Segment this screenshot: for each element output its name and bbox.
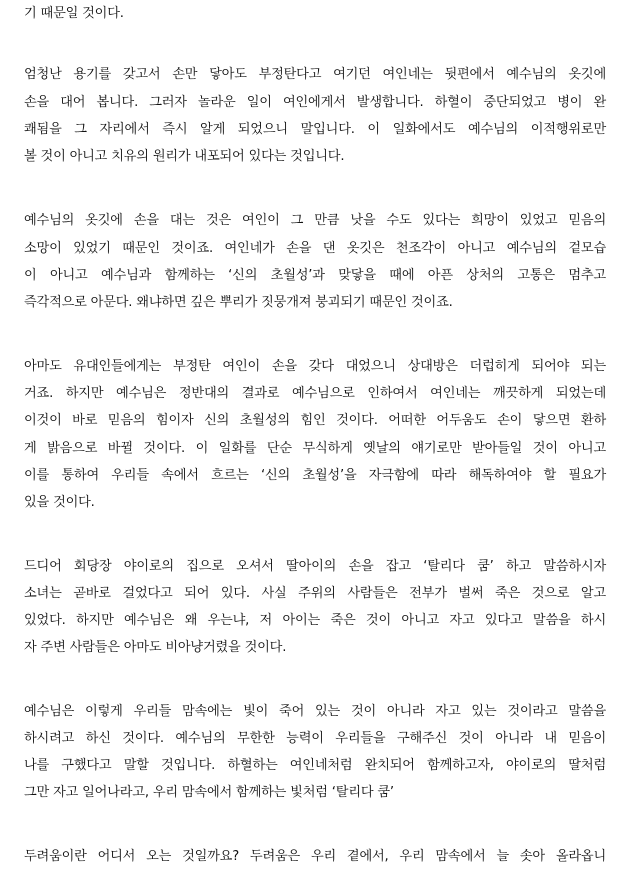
text-line: 두려움이란 어디서 오는 것일까요? 두려움은 우리 곁에서, 우리 맘속에서 늘 솟아 올라옵니 — [24, 849, 606, 864]
text-line: 거죠. 하지만 예수님은 정반대의 결과로 예수님으로 인하여서 여인네는 깨끗하게 되었는데 — [24, 386, 606, 401]
text-line: 있었다. 하지만 예수님은 왜 우는냐, 저 아이는 죽은 것이 아니고 자고 있다고 말씀을 하시 — [24, 613, 606, 628]
text-line: 예수님의 옷깃에 손을 대는 것은 여인이 그 만큼 낫을 수도 있다는 희망이 있었고 믿음의 — [24, 213, 606, 228]
text-line: 기 때문일 것이다. — [24, 6, 124, 21]
text-line: 드디어 회당장 야이로의 집으로 오셔서 딸아이의 손을 잡고 ‘탈리다 쿰’ 하고 말씀하시자 — [24, 559, 606, 574]
text-line: 그만 자고 일어나라고, 우리 맘속에서 함께하는 빛처럼 ‘탈리다 쿰’ — [24, 785, 394, 800]
text-line: 있을 것이다. — [24, 495, 95, 510]
text-line: 이 아니고 예수님과 함께하는 ‘신의 초월성’과 맞닿을 때에 아픈 상처의 고통은 멈추고 — [24, 268, 606, 283]
text-line: 엄청난 용기를 갖고서 손만 닿아도 부정탄다고 여기던 여인네는 뒷편에서 예수님의 옷깃에 — [24, 67, 606, 82]
text-line: 예수님은 이렇게 우리들 맘속에는 빛이 죽어 있는 것이 아니라 자고 있는 것이라고 말씀을 — [24, 704, 606, 719]
text-line: 아마도 유대인들에게는 부정탄 여인이 손을 갖다 대었으니 상대방은 더럽히게 되어야 되는 — [24, 359, 606, 374]
text-line: 자 주변 사람들은 아마도 비아냥거렸을 것이다. — [24, 640, 287, 655]
text-line: 손을 대어 봅니다. 그러자 놀라운 일이 여인에게서 발생합니다. 하혈이 중단되었고 병이 완 — [24, 95, 606, 110]
text-line: 하시려고 하신 것이다. 예수님의 무한한 능력이 우리들을 구해주신 것이 아니라 내 믿음이 — [24, 731, 606, 746]
text-line: 볼 것이 아니고 치유의 원리가 내포되어 있다는 것입니다. — [24, 149, 345, 164]
text-line: 이것이 바로 믿음의 힘이자 신의 초월성의 힘인 것이다. 어떠한 어두움도 손이 닿으면 환하 — [24, 413, 606, 428]
text-line: 나를 구했다고 말할 것입니다. 하혈하는 여인네처럼 완치되어 함께하고자, 야이로의 딸처럼 — [24, 758, 606, 773]
text-line: 쾌됨을 그 자리에서 즉시 알게 되었으니 말입니다. 이 일화에서도 예수님의 이적행위로만 — [24, 122, 606, 137]
text-line: 이를 통하여 우리들 속에서 흐르는 ‘신의 초월성’을 자극함에 따라 해독하여야 할 필요가 — [24, 468, 606, 483]
text-line: 게 밝음으로 바뀔 것이다. 이 일화를 단순 무식하게 옛날의 얘기로만 받아들일 것이 아니고 — [24, 441, 606, 456]
text-line: 즉각적으로 아문다. 왜냐하면 깊은 뿌리가 짓뭉개져 붕괴되기 때문인 것이죠. — [24, 295, 453, 310]
text-line: 소망이 있었기 때문인 것이죠. 여인네가 손을 댄 옷깃은 천조각이 아니고 예수님의 겉모습 — [24, 241, 606, 256]
text-line: 소녀는 곧바로 걸었다고 되어 있다. 사실 주위의 사람들은 전부가 벌써 죽은 것으로 알고 — [24, 586, 606, 601]
